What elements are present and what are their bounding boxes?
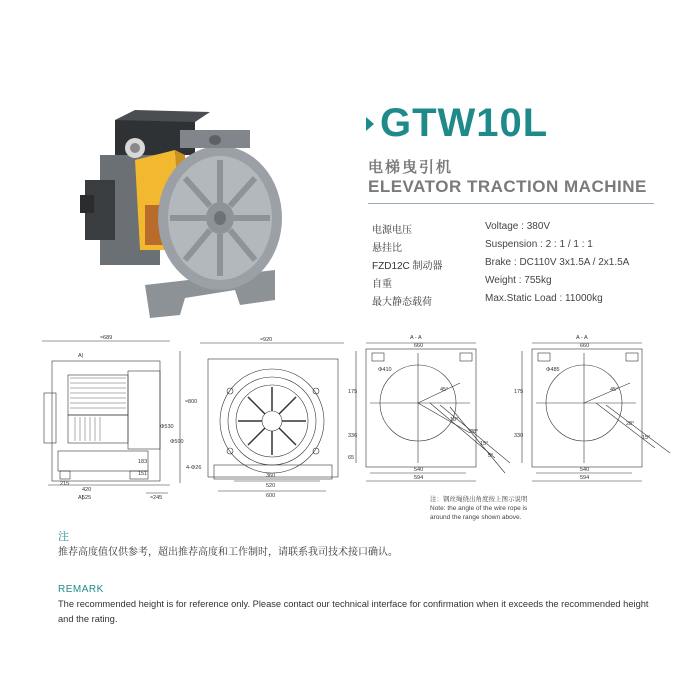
title-arrow-icon — [366, 117, 374, 131]
side-bottom3-label: 525 — [82, 495, 92, 501]
front-holes-label: 4-Φ26 — [186, 465, 202, 471]
title-divider — [368, 203, 654, 204]
side-d1-label: Φ530 — [160, 424, 174, 430]
angle-note-cn: 注：钢丝绳绕出角度按上图示说明 — [430, 496, 528, 503]
front-width-label: ≈920 — [260, 337, 273, 343]
spec-value: Voltage : 380V — [485, 221, 551, 232]
spec-label: FZD12C 制动器 — [372, 261, 443, 272]
section1-width-label: 660 — [414, 343, 424, 349]
front-b2-label: 520 — [266, 483, 276, 489]
section1-diameter-label: Φ410 — [378, 367, 392, 373]
spec-row — [372, 257, 662, 271]
side-bottom1-label: 215 — [60, 481, 70, 487]
section1-b2-label: 594 — [414, 475, 424, 481]
section1-angle-label: 5° — [488, 453, 494, 459]
front-b1-label: 360 — [266, 473, 276, 479]
spec-value: Suspension : 2 : 1 / 1 : 1 — [485, 239, 593, 250]
side-view-drawing — [42, 341, 180, 493]
front-b3-label: 600 — [266, 493, 276, 499]
front-view-drawing — [200, 343, 344, 491]
section-2-drawing — [522, 343, 670, 481]
spec-label: 悬挂比 — [372, 243, 402, 254]
side-h1-label: 183 — [138, 459, 148, 465]
spec-label: 电源电压 — [372, 225, 412, 236]
section1-b1-label: 540 — [414, 467, 424, 473]
section1-angle-label: 28° — [470, 429, 479, 435]
side-bottom4-label: ≈245 — [150, 495, 163, 501]
spec-value: Brake : DC110V 3x1.5A / 2x1.5A — [485, 257, 630, 268]
side-section-label: A| — [78, 353, 84, 359]
section1-h3-label: 65 — [348, 455, 355, 461]
remark-text: The recommended height is for reference only. Please contact our technical interface for confirmation when it exceeds the recommended height and the rating. — [58, 599, 649, 624]
side-section-label-bottom: A| — [78, 495, 84, 501]
section2-angle-label: 45° — [610, 387, 619, 393]
section2-width-label: 660 — [580, 343, 590, 349]
product-photo — [60, 100, 310, 325]
section2-angle-label: 28° — [626, 421, 635, 427]
section1-angle-label: 18° — [450, 417, 459, 423]
cn-note-title: 注 — [58, 531, 69, 543]
product-name-cn: 电梯曳引机 — [368, 159, 454, 176]
side-bottom2-label: 420 — [82, 487, 92, 493]
section2-title: A - A — [576, 335, 588, 341]
spec-row — [372, 239, 662, 253]
section1-angle-label: 45° — [440, 387, 449, 393]
section2-angle-label: 15° — [642, 435, 651, 441]
model-title: GTW10L — [380, 101, 549, 145]
section-1-drawing — [356, 343, 510, 481]
spec-row — [372, 293, 662, 307]
remark-title: REMARK — [58, 584, 104, 595]
section2-h2-label: 330 — [514, 433, 524, 439]
cn-note-text: 推荐高度值仅供参考，超出推荐高度和工作制时，请联系我司技术接口确认。 — [58, 547, 398, 558]
section1-angle-label: 15° — [480, 441, 489, 447]
spec-label: 最大静态载荷 — [372, 297, 432, 308]
section1-h2-label: 336 — [348, 433, 358, 439]
section2-diameter-label: Φ485 — [546, 367, 560, 373]
side-h2-label: 151 — [138, 471, 148, 477]
spec-label: 自重 — [372, 279, 392, 290]
side-height-label: ≈800 — [185, 399, 198, 405]
section2-b1-label: 540 — [580, 467, 590, 473]
side-width-label: ≈689 — [100, 335, 113, 341]
side-d2-label: Φ500 — [170, 439, 184, 445]
product-name-en: ELEVATOR TRACTION MACHINE — [368, 177, 647, 196]
angle-note-en-1: Note: the angle of the wire rope is — [430, 505, 528, 512]
spec-row — [372, 275, 662, 289]
section1-h1-label: 175 — [348, 389, 358, 395]
spec-value: Weight : 755kg — [485, 275, 552, 286]
spec-value: Max.Static Load : 11000kg — [485, 293, 603, 304]
section2-h1-label: 175 — [514, 389, 524, 395]
spec-row — [372, 221, 662, 235]
wire-rope-angle-note — [430, 495, 590, 522]
angle-note-en-2: around the range shown above. — [430, 514, 522, 521]
section1-title: A - A — [410, 335, 422, 341]
section2-b2-label: 594 — [580, 475, 590, 481]
